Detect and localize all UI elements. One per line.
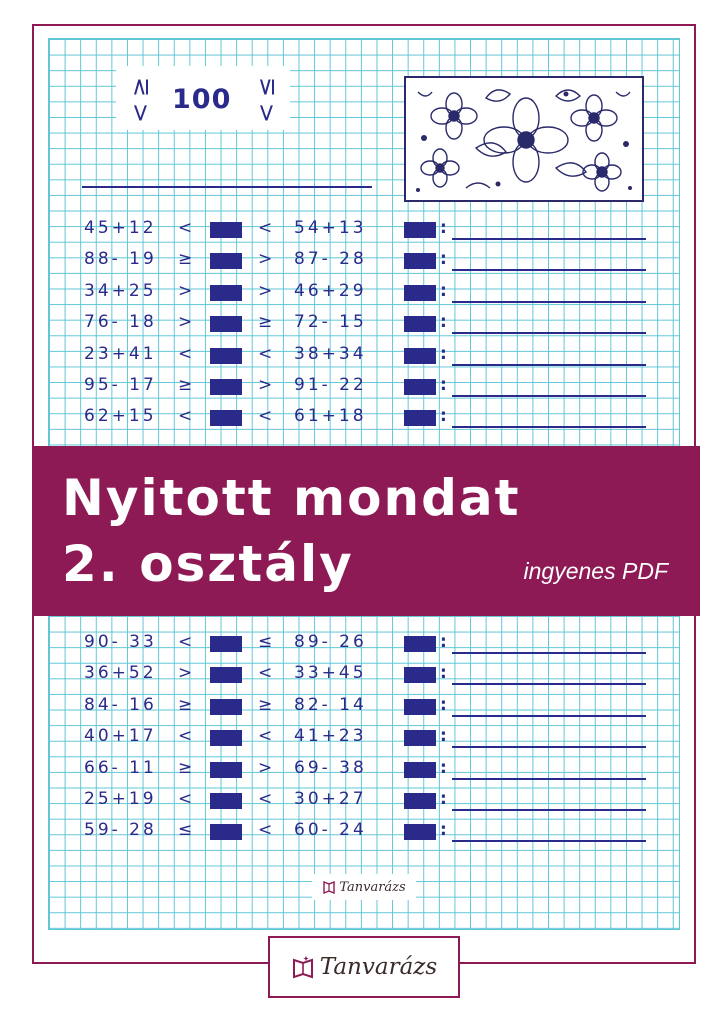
left-expression: 62+15: [84, 406, 157, 427]
answer-box[interactable]: [210, 285, 242, 301]
brand-name-small: Tanvarázs: [339, 879, 406, 895]
comparison-row: [0, 249, 724, 275]
comparison-row: [0, 632, 724, 658]
answer-box[interactable]: [404, 285, 436, 301]
comparison-row: [0, 312, 724, 338]
answer-box[interactable]: [210, 410, 242, 426]
book-logo-icon-large: [291, 954, 315, 980]
relation-sign-right: ≥: [258, 694, 273, 715]
answer-box[interactable]: [404, 730, 436, 746]
relation-sign-right: >: [258, 757, 273, 778]
comparison-row: [0, 726, 724, 752]
relation-sign-left: >: [178, 663, 193, 684]
relation-sign-left: <: [178, 218, 193, 238]
colon: :: [440, 312, 447, 333]
right-expression: 33+45: [294, 663, 367, 684]
colon: :: [440, 757, 447, 778]
colon: :: [440, 343, 447, 364]
answer-line[interactable]: [452, 364, 646, 366]
right-expression: 38+34: [294, 343, 367, 364]
answer-box[interactable]: [404, 762, 436, 778]
answer-line[interactable]: [452, 778, 646, 780]
answer-line[interactable]: [452, 840, 646, 842]
answer-box[interactable]: [210, 667, 242, 683]
comparison-row: [0, 218, 724, 244]
relation-sign-left: ≥: [178, 694, 193, 715]
right-expression: 69- 38: [294, 757, 367, 778]
answer-line[interactable]: [452, 809, 646, 811]
number-range-label: 100: [172, 84, 232, 115]
left-expression: 23+41: [84, 343, 157, 364]
answer-box[interactable]: [210, 762, 242, 778]
left-expression: 45+12: [84, 218, 157, 238]
answer-box[interactable]: [404, 699, 436, 715]
answer-line[interactable]: [452, 746, 646, 748]
relation-sign-left: >: [178, 312, 193, 333]
answer-box[interactable]: [404, 793, 436, 809]
answer-line[interactable]: [452, 301, 646, 303]
answer-box[interactable]: [210, 699, 242, 715]
answer-box[interactable]: [404, 253, 436, 269]
brand-logo-small: [312, 874, 416, 900]
less-than-symbol-right: <: [252, 102, 281, 124]
relation-sign-left: <: [178, 632, 193, 652]
relation-sign-left: <: [178, 789, 193, 809]
answer-box[interactable]: [210, 793, 242, 809]
comparison-row: [0, 375, 724, 401]
colon: :: [440, 406, 447, 427]
answer-box[interactable]: [404, 348, 436, 364]
answer-box[interactable]: [404, 410, 436, 426]
greater-equal-symbol: ≥: [126, 76, 155, 98]
answer-box[interactable]: [210, 222, 242, 238]
relation-sign-left: ≤: [178, 820, 193, 841]
right-expression: 91- 22: [294, 375, 367, 395]
left-expression: 88- 19: [84, 249, 157, 270]
comparison-row: [0, 344, 724, 370]
relation-sign-right: ≤: [258, 632, 273, 652]
right-expression: 60- 24: [294, 820, 367, 841]
relation-sign-left: <: [178, 726, 193, 747]
answer-line[interactable]: [452, 269, 646, 271]
relation-sign-left: <: [178, 343, 193, 364]
title-line-2: 2. osztály: [62, 535, 354, 593]
comparison-row: [0, 789, 724, 815]
right-expression: 41+23: [294, 726, 367, 747]
answer-line[interactable]: [452, 238, 646, 240]
comparison-row: [0, 820, 724, 846]
relation-sign-right: <: [258, 406, 273, 427]
relation-sign-left: ≥: [178, 757, 193, 778]
left-expression: 95- 17: [84, 375, 157, 395]
answer-box[interactable]: [210, 730, 242, 746]
answer-line[interactable]: [452, 715, 646, 717]
flower-ornament-icon: [406, 78, 642, 200]
colon: :: [440, 663, 447, 684]
relation-sign-right: >: [258, 249, 273, 270]
left-expression: 40+17: [84, 726, 157, 747]
less-equal-symbol: ≤: [252, 76, 281, 98]
comparison-row: [0, 406, 724, 432]
book-logo-icon: [322, 879, 336, 895]
subtitle: ingyenes PDF: [523, 558, 668, 584]
left-expression: 90- 33: [84, 632, 157, 652]
relation-sign-right: >: [258, 280, 273, 301]
colon: :: [440, 218, 447, 238]
title-line-1: Nyitott mondat: [62, 469, 521, 527]
left-expression: 59- 28: [84, 820, 157, 841]
answer-box[interactable]: [210, 636, 242, 652]
relation-sign-right: >: [258, 375, 273, 395]
right-expression: 46+29: [294, 280, 367, 301]
brand-name: Tanvarázs: [319, 954, 438, 980]
answer-box[interactable]: [210, 253, 242, 269]
name-line: [82, 186, 372, 188]
answer-box[interactable]: [404, 222, 436, 238]
brand-logo: [268, 936, 460, 998]
relation-sign-left: >: [178, 280, 193, 301]
left-expression: 84- 16: [84, 694, 157, 715]
colon: :: [440, 789, 447, 809]
right-expression: 82- 14: [294, 694, 367, 715]
right-expression: 30+27: [294, 789, 367, 809]
answer-box[interactable]: [404, 824, 436, 840]
comparison-row: [0, 663, 724, 689]
relation-sign-right: <: [258, 343, 273, 364]
right-expression: 87- 28: [294, 249, 367, 270]
colon: :: [440, 820, 447, 841]
answer-box[interactable]: [404, 379, 436, 395]
relation-sign-right: <: [258, 820, 273, 841]
answer-line[interactable]: [452, 426, 646, 428]
comparison-row: [0, 758, 724, 784]
flower-illustration: [404, 76, 644, 202]
answer-line[interactable]: [452, 652, 646, 654]
comparison-row: [0, 695, 724, 721]
left-expression: 34+25: [84, 280, 157, 301]
colon: :: [440, 726, 447, 747]
answer-box[interactable]: [210, 316, 242, 332]
colon: :: [440, 632, 447, 652]
less-than-symbol: <: [126, 102, 155, 124]
colon: :: [440, 249, 447, 270]
right-expression: 54+13: [294, 218, 367, 238]
right-expression: 72- 15: [294, 312, 367, 333]
left-expression: 76- 18: [84, 312, 157, 333]
answer-line[interactable]: [452, 332, 646, 334]
title-banner: [32, 446, 700, 616]
answer-box[interactable]: [404, 316, 436, 332]
left-expression: 25+19: [84, 789, 157, 809]
relation-sign-right: <: [258, 789, 273, 809]
answer-box[interactable]: [210, 348, 242, 364]
relation-sign-right: <: [258, 726, 273, 747]
answer-box[interactable]: [404, 667, 436, 683]
relation-sign-left: <: [178, 406, 193, 427]
right-expression: 89- 26: [294, 632, 367, 652]
relation-sign-right: <: [258, 663, 273, 684]
colon: :: [440, 280, 447, 301]
relation-sign-left: ≥: [178, 249, 193, 270]
answer-box[interactable]: [210, 824, 242, 840]
comparison-row: [0, 281, 724, 307]
colon: :: [440, 375, 447, 395]
answer-box[interactable]: [404, 636, 436, 652]
right-expression: 61+18: [294, 406, 367, 427]
answer-line[interactable]: [452, 683, 646, 685]
answer-box[interactable]: [210, 379, 242, 395]
relation-sign-right: ≥: [258, 312, 273, 333]
left-expression: 36+52: [84, 663, 157, 684]
colon: :: [440, 694, 447, 715]
relation-sign-left: ≥: [178, 375, 193, 395]
relation-sign-right: <: [258, 218, 273, 238]
left-expression: 66- 11: [84, 757, 157, 778]
answer-line[interactable]: [452, 395, 646, 397]
